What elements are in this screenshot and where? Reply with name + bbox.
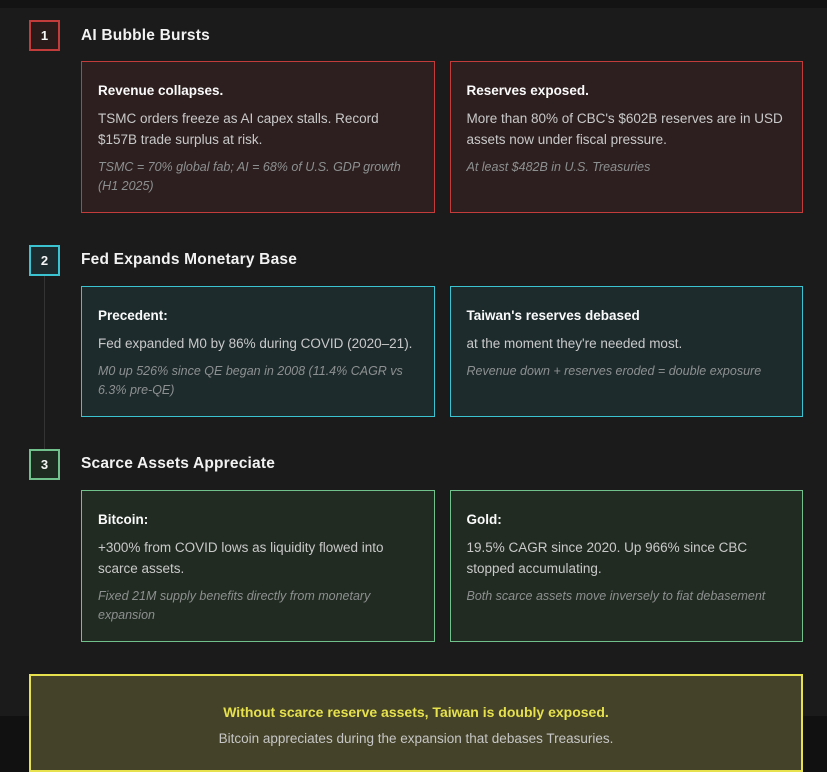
card-heading: Taiwan's reserves debased [466,307,640,323]
card-heading: Gold: [466,511,502,527]
cards-row [81,490,803,642]
step-number-badge [29,449,60,480]
card-note: M0 up 526% since QE began in 2008 (11.4% CAGR vs 6.3% pre-QE) [98,364,403,398]
card-body: Fed expanded M0 by 86% during COVID (2020–21). [98,336,413,352]
step-number: 2 [40,252,49,268]
card-reserves-exposed [450,61,804,213]
summary-callout-box [29,674,803,772]
card-precedent [81,286,435,417]
card-gold [450,490,804,642]
card-body: +300% from COVID lows as liquidity flowed into scarce assets. [98,540,384,576]
section-title: Scarce Assets Appreciate [81,455,276,473]
section-ai-bubble-bursts [29,20,803,213]
step-number-badge [29,20,60,51]
card-note: At least $482B in U.S. Treasuries [466,160,651,175]
card-body: More than 80% of CBC's $602B reserves are in USD assets now under fiscal pressure. [466,111,783,148]
card-bitcoin [81,490,435,642]
card-heading: Bitcoin: [98,511,149,527]
section-header [29,449,803,480]
card-note: TSMC = 70% global fab; AI = 68% of U.S. GDP growth (H1 2025) [98,160,401,194]
section-title: AI Bubble Bursts [81,26,210,44]
card-heading: Reserves exposed. [466,83,589,98]
card-revenue-collapses [81,61,435,213]
cards-row [81,286,803,417]
card-body: at the moment they're needed most. [466,336,683,352]
card-note: Fixed 21M supply benefits directly from monetary expansion [98,588,371,623]
card-body: 19.5% CAGR since 2020. Up 966% since CBC stopped accumulating. [466,540,748,576]
section-fed-expands-monetary-base [29,245,803,417]
card-taiwan-reserves-debased [450,286,804,417]
section-title: Fed Expands Monetary Base [81,251,298,269]
summary-body: Bitcoin appreciates during the expansion that debases Treasuries. [218,730,614,746]
card-body: TSMC orders freeze as AI capex stalls. Record $157B trade surplus at risk. [98,111,379,148]
section-header [29,245,803,276]
step-number-badge [29,245,60,276]
card-heading: Revenue collapses. [98,83,224,98]
summary-heading: Without scarce reserve assets, Taiwan is doubly exposed. [223,703,609,720]
step-connector-line [44,276,45,468]
card-note: Revenue down + reserves eroded = double exposure [466,364,762,379]
card-note: Both scarce assets move inversely to fiat debasement [466,588,766,603]
step-number: 3 [40,456,49,472]
section-scarce-assets-appreciate [29,449,803,642]
step-number: 1 [40,28,49,43]
card-heading: Precedent: [98,307,168,323]
cards-row [81,61,803,213]
section-header [29,20,803,51]
